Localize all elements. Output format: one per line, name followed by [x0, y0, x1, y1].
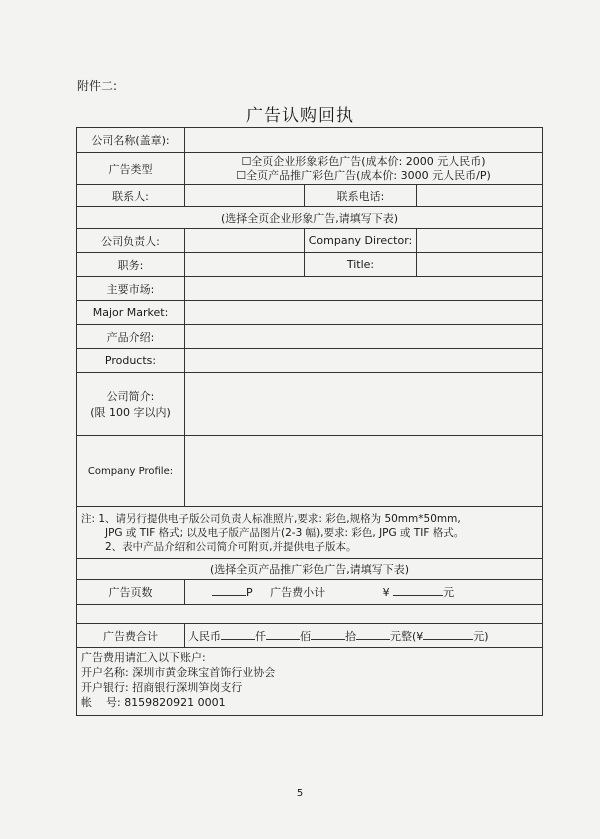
- ad-option-product-checkbox[interactable]: ☐全页产品推广彩色广告(成本价: 3000 元人民币/P): [236, 168, 491, 182]
- note-line-1: 注: 1、请另行提供电子版公司负责人标准照片,要求: 彩色,规格为 50mm*50mm,: [81, 512, 461, 525]
- ad-pages-unit: P: [246, 586, 253, 599]
- row-ad-type: [77, 153, 543, 185]
- payment-bank: 开户银行: 招商银行深圳笋岗支行: [81, 681, 243, 694]
- page-number: 5: [296, 788, 304, 799]
- spacer-cell: [77, 605, 543, 624]
- row-main-market: [77, 277, 543, 301]
- fee-subtotal-yuan: 元: [443, 586, 455, 599]
- product-intro-field[interactable]: [185, 325, 543, 349]
- contact-phone-field[interactable]: [417, 185, 543, 207]
- payment-line-1: 广告费用请汇入以下账户:: [81, 651, 206, 664]
- ad-total-label: 广告费合计: [77, 624, 185, 648]
- ad-option-corporate-checkbox[interactable]: ☐全页企业形象彩色广告(成本价: 2000 元人民币): [241, 154, 486, 168]
- row-company-profile: [77, 436, 543, 507]
- ad-pages-input[interactable]: [212, 584, 246, 596]
- row-payment: [77, 648, 543, 716]
- total-yuan-label: 元整(¥: [390, 629, 424, 643]
- row-contact: [77, 185, 543, 207]
- notes-cell: [77, 507, 543, 559]
- title-en-label: Title:: [305, 253, 417, 277]
- total-bai-label: 佰: [300, 629, 311, 643]
- product-intro-label: 产品介绍:: [77, 325, 185, 349]
- products-field[interactable]: [185, 349, 543, 373]
- fee-subtotal-label: 广告费小计: [270, 586, 326, 599]
- person-in-charge-label: 公司负责人:: [77, 229, 185, 253]
- position-field[interactable]: [185, 253, 305, 277]
- fee-subtotal-yen: ¥: [382, 586, 390, 599]
- row-section-product: [77, 559, 543, 580]
- note-line-3: 2、表中产品介绍和公司简介可附页,并提供电子版本。: [105, 540, 357, 553]
- row-ad-total: [77, 624, 543, 648]
- company-director-field[interactable]: [417, 229, 543, 253]
- company-intro-field[interactable]: [185, 373, 543, 436]
- company-director-label: Company Director:: [305, 229, 417, 253]
- page-title: 广告认购回执: [246, 106, 354, 126]
- major-market-field[interactable]: [185, 301, 543, 325]
- subscription-form-table: [76, 127, 543, 716]
- ad-type-label: 广告类型: [77, 153, 185, 185]
- row-company-name: [77, 128, 543, 153]
- row-spacer: [77, 605, 543, 624]
- main-market-field[interactable]: [185, 277, 543, 301]
- ad-total-cell: [185, 624, 543, 648]
- row-ad-pages: [77, 580, 543, 605]
- contact-field[interactable]: [185, 185, 305, 207]
- row-products: [77, 349, 543, 373]
- ad-pages-label: 广告页数: [77, 580, 185, 605]
- note-line-2: JPG 或 TIF 格式; 以及电子版产品图片(2-3 幅),要求: 彩色, JPG 或 TIF 格式。: [105, 526, 465, 539]
- total-amount-input[interactable]: [423, 628, 473, 640]
- total-yuan-close: 元): [473, 629, 489, 643]
- company-intro-label-line2: (限 100 字以内): [90, 406, 171, 419]
- person-in-charge-field[interactable]: [185, 229, 305, 253]
- row-notes: [77, 507, 543, 559]
- company-name-field[interactable]: [185, 128, 543, 153]
- total-yuan-input[interactable]: [356, 628, 390, 640]
- company-profile-field[interactable]: [185, 436, 543, 507]
- payment-account-number: 帐 号: 8159820921 0001: [81, 696, 226, 709]
- fee-subtotal-input[interactable]: [393, 584, 443, 596]
- total-qian-input[interactable]: [221, 628, 255, 640]
- main-market-label: 主要市场:: [77, 277, 185, 301]
- total-bai-input[interactable]: [266, 628, 300, 640]
- payment-account-name: 开户名称: 深圳市黄金珠宝首饰行业协会: [81, 666, 276, 679]
- title-en-field[interactable]: [417, 253, 543, 277]
- total-qian-label: 仟: [255, 629, 266, 643]
- contact-phone-label: 联系电话:: [305, 185, 417, 207]
- row-section-corporate: [77, 207, 543, 229]
- products-label: Products:: [77, 349, 185, 373]
- position-label: 职务:: [77, 253, 185, 277]
- total-rmb-label: 人民币: [188, 629, 221, 643]
- company-profile-label: Company Profile:: [77, 436, 185, 507]
- major-market-label: Major Market:: [77, 301, 185, 325]
- row-product-intro: [77, 325, 543, 349]
- row-company-intro: [77, 373, 543, 436]
- contact-label: 联系人:: [77, 185, 185, 207]
- row-person-in-charge: [77, 229, 543, 253]
- company-intro-label-line1: 公司简介:: [106, 390, 155, 403]
- section-corporate-heading: (选择全页企业形象广告,请填写下表): [77, 207, 543, 229]
- payment-cell: [77, 648, 543, 716]
- row-position: [77, 253, 543, 277]
- company-name-label: 公司名称(盖章):: [77, 128, 185, 153]
- ad-type-options: [185, 153, 543, 185]
- attachment-label: 附件二:: [77, 79, 118, 93]
- company-intro-label: [77, 373, 185, 436]
- total-shi-input[interactable]: [311, 628, 345, 640]
- section-product-heading: (选择全页产品推广彩色广告,请填写下表): [77, 559, 543, 580]
- total-shi-label: 拾: [345, 629, 356, 643]
- ad-pages-cell: [185, 580, 543, 605]
- row-major-market: [77, 301, 543, 325]
